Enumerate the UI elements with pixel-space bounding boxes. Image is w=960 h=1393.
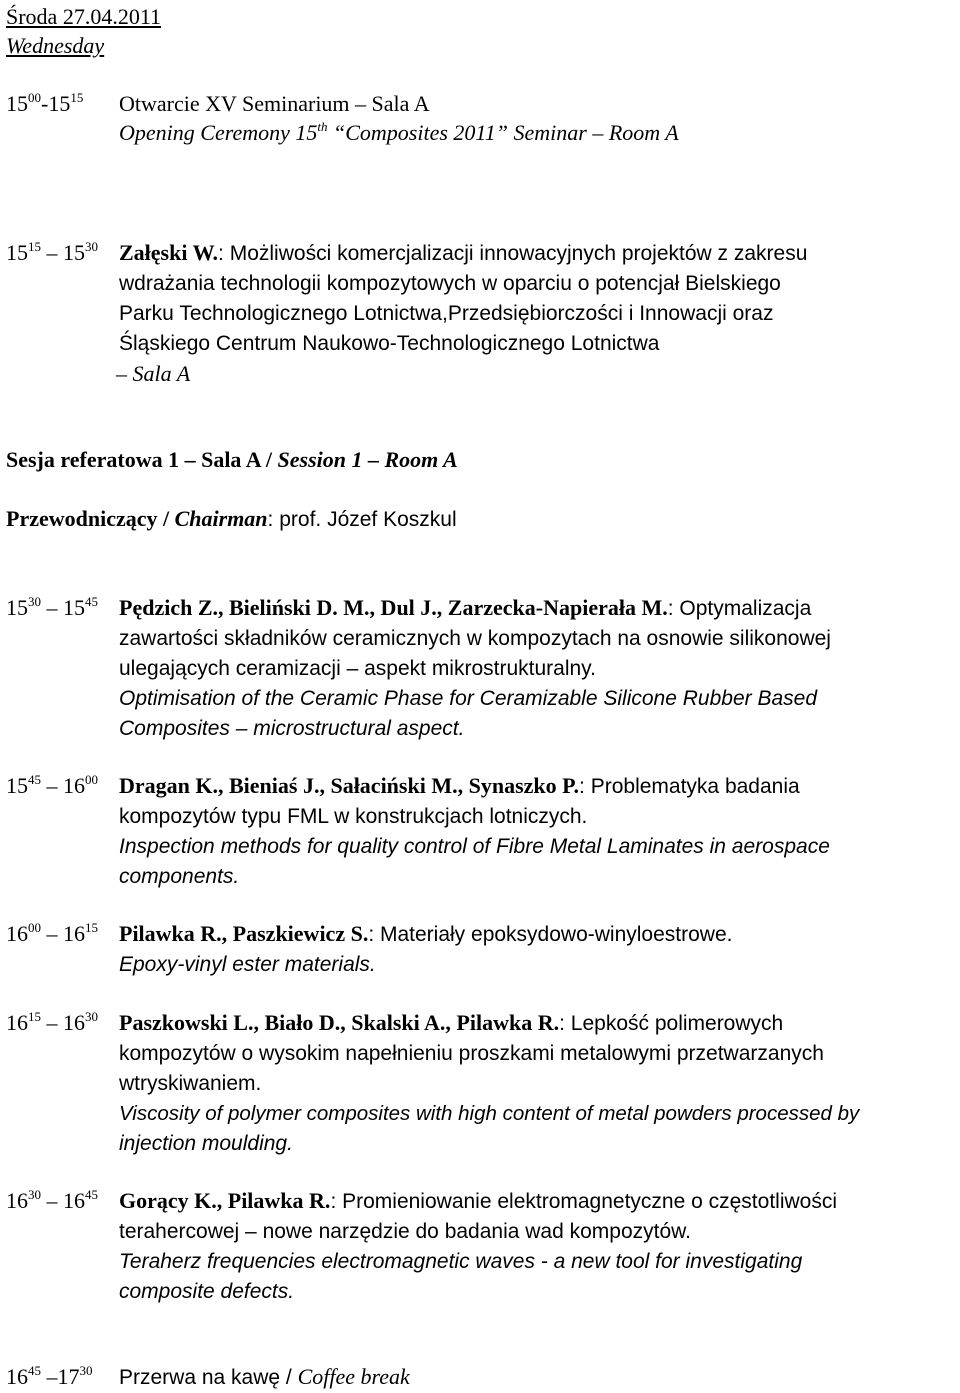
talk-title-pl: Parku Technologicznego Lotnictwa,Przedsiębiorczości i Innowacji oraz <box>119 302 774 325</box>
talk-title-pl: ulegających ceramizacji – aspekt mikrostrukturalny. <box>119 657 596 680</box>
talk-time: $15^{45} - 16^{00}$ <box>6 771 98 798</box>
talk-title-pl: : Możliwości komercjalizacji innowacyjnych projektów z zakresu <box>218 242 808 265</box>
talk-title-pl: terahercowej – nowe narzędzie do badania wad kompozytów. <box>119 1220 692 1243</box>
talk-title-pl: : Promieniowanie elektromagnetyczne o częstotliwości <box>330 1190 838 1213</box>
talk-entry <box>119 1008 859 1159</box>
talk-room: – Sala A <box>116 361 191 386</box>
date-heading <box>6 2 161 32</box>
talk-title-pl: : Problematyka badania <box>579 775 800 798</box>
opening-time: $15^{00}-15^{15}$ <box>6 89 84 116</box>
talk-authors: Pilawka R., Paszkiewicz S. <box>119 921 369 946</box>
opening-title-pl: Otwarcie XV Seminarium – Sala A <box>119 91 430 116</box>
talk-title-en: Composites – microstructural aspect. <box>119 717 465 740</box>
date-en: Wednesday <box>6 33 105 58</box>
session-title: Sesja referatowa 1 – Sala A / Session 1 – Room A <box>6 447 458 472</box>
talk-entry <box>119 593 831 744</box>
talk-entry <box>119 1186 837 1307</box>
talk-authors: Paszkowski L., Biało D., Skalski A., Pilawka R. <box>119 1010 560 1035</box>
talk-time: $16^{00} - 16^{15}$ <box>6 919 98 946</box>
talk-authors: Gorący K., Pilawka R. <box>119 1188 331 1213</box>
talk-title-pl: zawartości składników ceramicznych w kompozytach na osnowie silikonowej <box>119 627 831 650</box>
talk-title-pl: wdrażania technologii kompozytowych w oparciu o potencjał Bielskiego <box>119 272 781 295</box>
talk-time: $16^{30} - 16^{45}$ <box>6 1186 98 1213</box>
talk-time: $16^{15} - 16^{30}$ <box>6 1008 98 1035</box>
coffee-break: Przerwa na kawę / Coffee break <box>119 1364 410 1389</box>
session-chair: Przewodniczący / Chairman: prof. Józef Koszkul <box>6 506 457 531</box>
talk-title-en: components. <box>119 865 240 888</box>
talk-title-en: Viscosity of polymer composites with high content of metal powders processed by <box>119 1102 860 1125</box>
talk-title-pl: kompozytów typu FML w konstrukcjach lotniczych. <box>119 805 588 828</box>
talk-title-en: composite defects. <box>119 1280 295 1303</box>
talk-entry <box>119 919 732 980</box>
talk-title-en: Inspection methods for quality control of Fibre Metal Laminates in aerospace <box>119 835 830 858</box>
date-pl: Środa 27.04.2011 <box>6 4 162 29</box>
talk-title-pl: Śląskiego Centrum Naukowo-Technologicznego Lotnictwa <box>119 332 660 355</box>
talk-title-pl: kompozytów o wysokim napełnieniu proszkami metalowymi przetwarzanych <box>119 1042 824 1065</box>
talk-title-pl: : Optymalizacja <box>667 597 812 620</box>
talk-title-pl: wtryskiwaniem. <box>119 1072 262 1095</box>
talk-title-pl: : Lepkość polimerowych <box>559 1012 784 1035</box>
talk-title-en: Optimisation of the Ceramic Phase for Ceramizable Silicone Rubber Based <box>119 687 817 710</box>
talk-entry <box>116 238 808 389</box>
talk-title-en: Epoxy-vinyl ester materials. <box>119 953 376 976</box>
talk-entry <box>119 771 830 892</box>
talk-title-en: Teraherz frequencies electromagnetic waves - a new tool for investigating <box>119 1250 803 1273</box>
talk-title-pl: : Materiały epoksydowo-winyloestrowe. <box>368 923 733 946</box>
talk-authors: Dragan K., Bieniaś J., Sałaciński M., Synaszko P. <box>119 773 580 798</box>
talk-authors: Załęski W. <box>119 240 219 265</box>
talk-authors: Pędzich Z., Bieliński D. M., Dul J., Zarzecka-Napierała M. <box>119 595 668 620</box>
talk-title-en: injection moulding. <box>119 1132 293 1155</box>
opening-title-en: Opening Ceremony 15th “Composites 2011” Seminar – Room A <box>119 118 679 145</box>
talk-time: $15^{15} - 15^{30}$ <box>6 238 98 265</box>
break-time: $16^{45}$ $-17^{30}$ <box>6 1362 93 1389</box>
talk-time: $15^{30} - 15^{45}$ <box>6 593 98 620</box>
